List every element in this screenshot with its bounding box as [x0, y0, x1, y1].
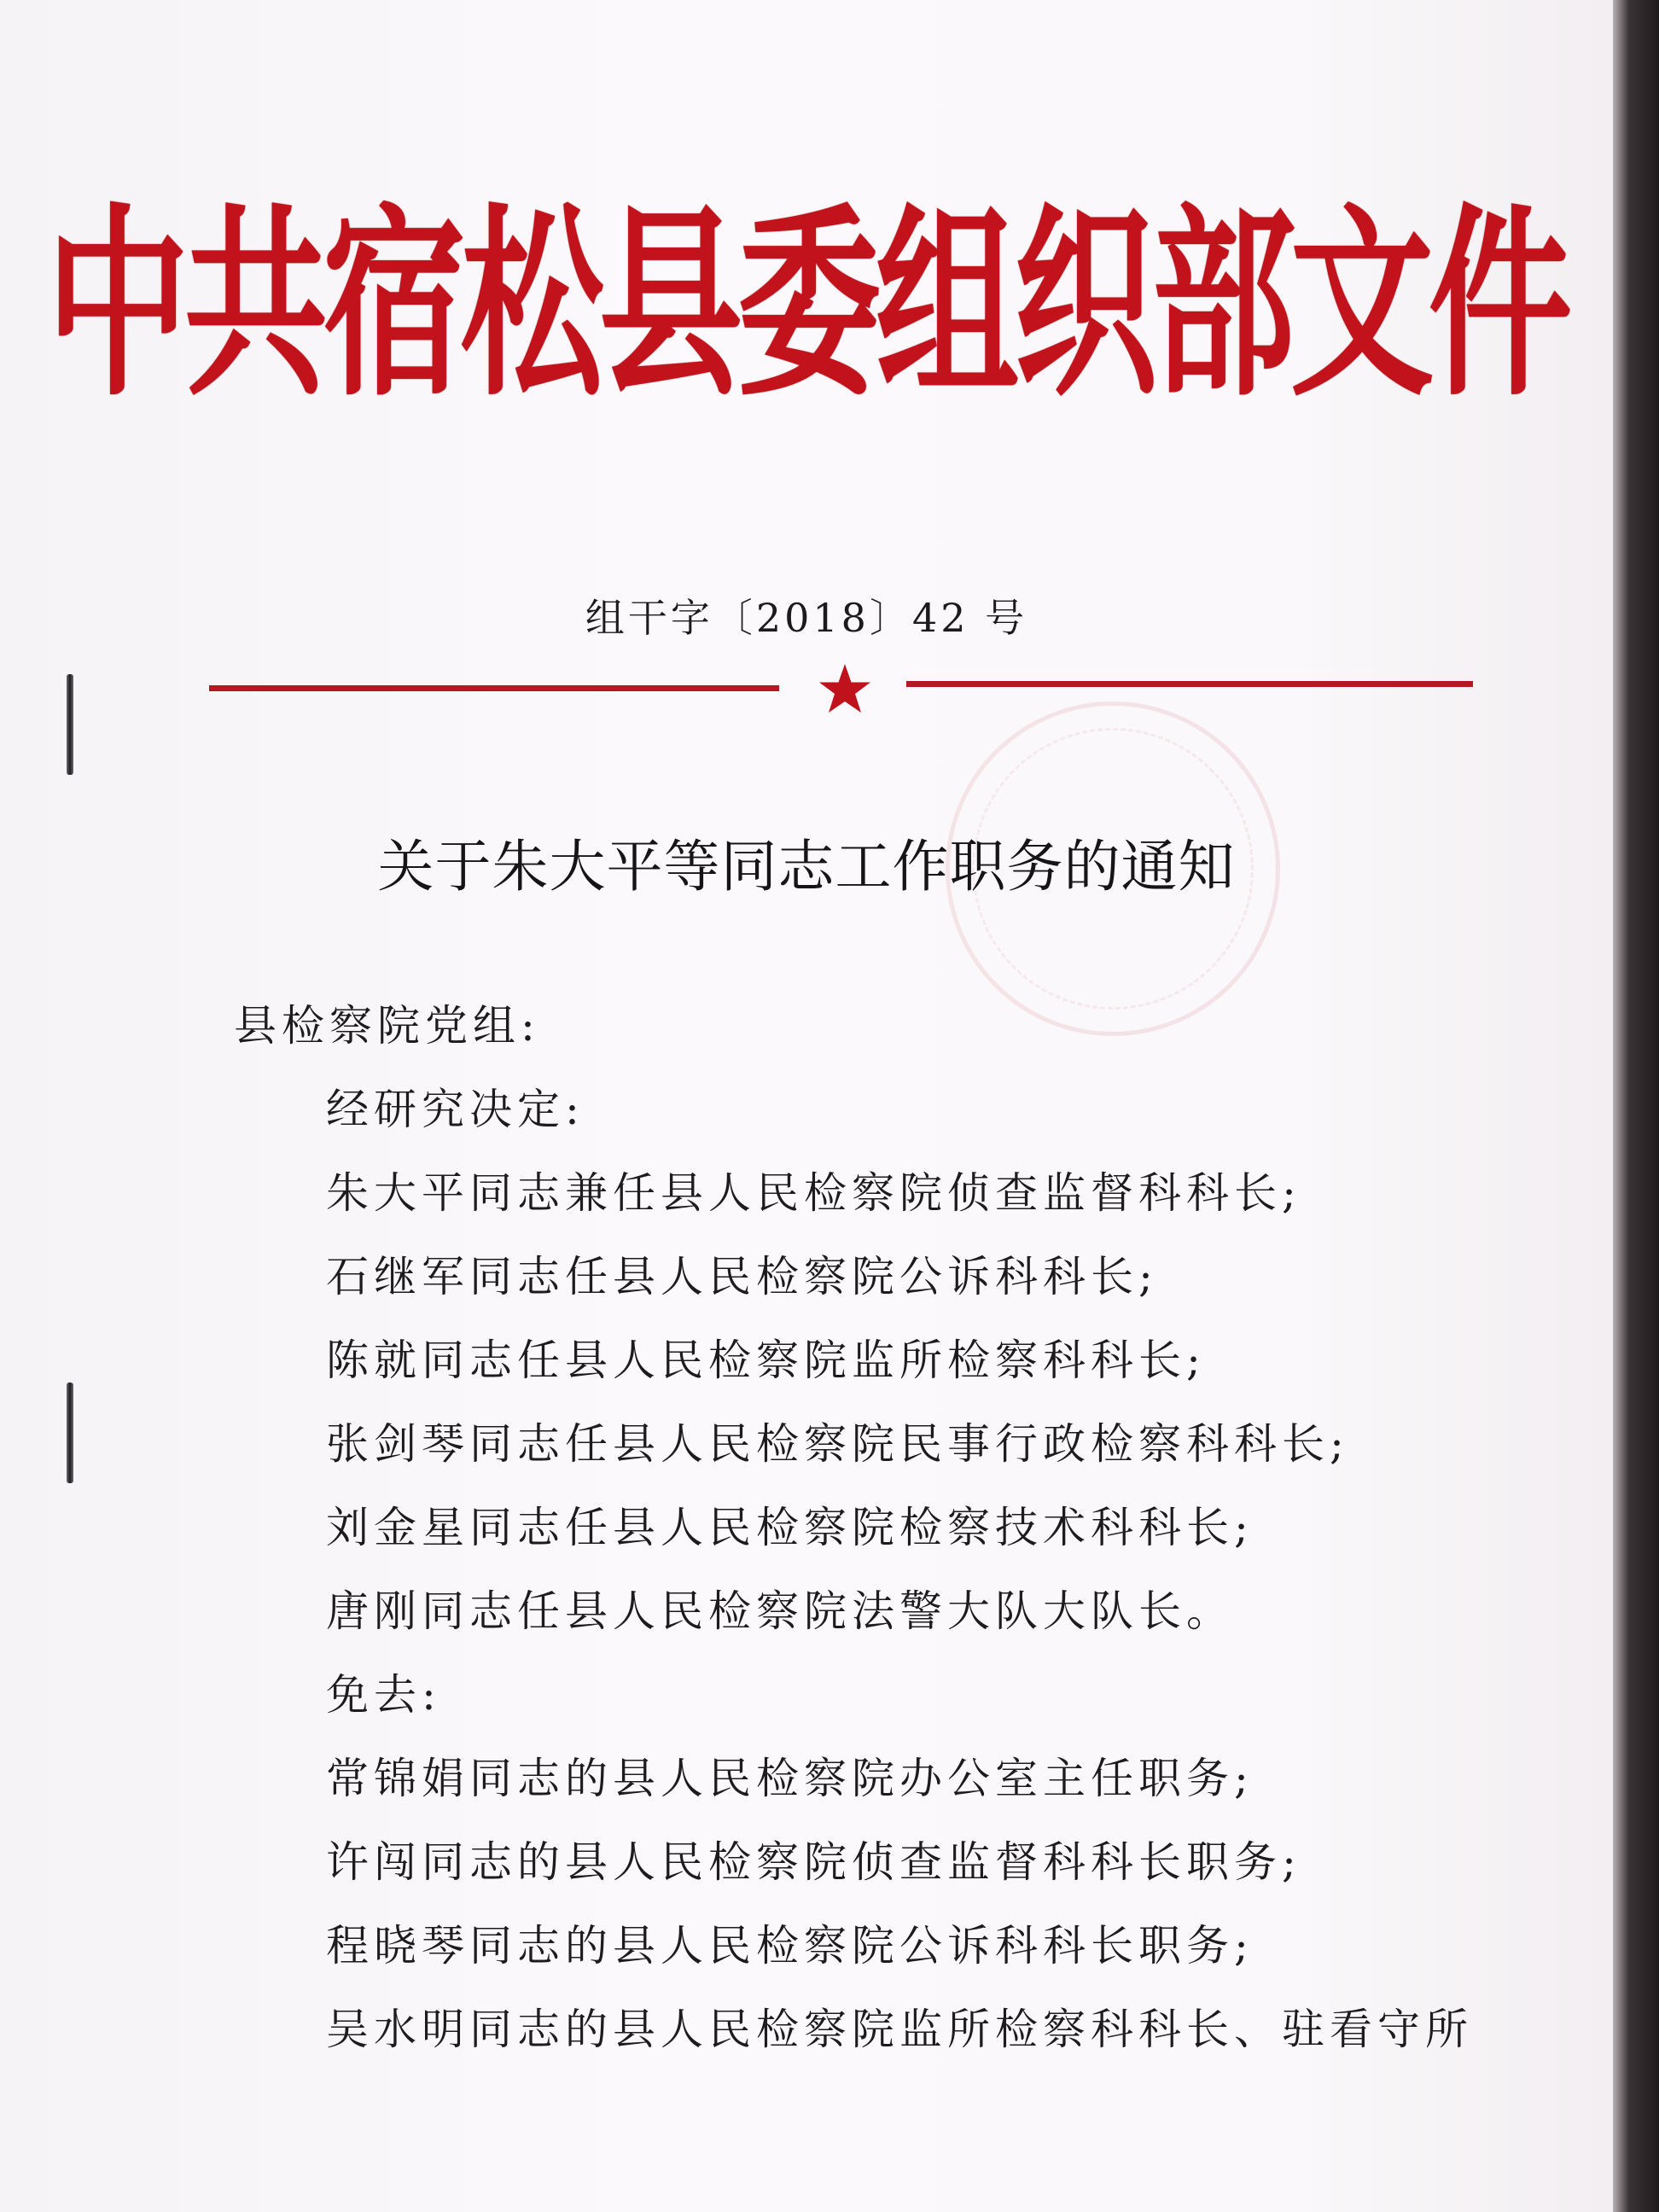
red-rule-right — [906, 681, 1473, 687]
salutation: 县检察院党组: — [234, 1001, 540, 1051]
body-line: 经研究决定: — [326, 1085, 585, 1134]
masthead-title: 中共宿松县委组织部文件 — [46, 186, 1567, 424]
body-line: 刘金星同志任县人民检察院检察技术科科长; — [326, 1503, 1254, 1552]
notice-title: 关于朱大平等同志工作职务的通知 — [377, 834, 1236, 899]
binding-staple — [67, 674, 73, 775]
body-line: 唐刚同志任县人民检察院法警大队大队长。 — [326, 1586, 1234, 1636]
body-line: 免去: — [326, 1670, 441, 1720]
binding-staple — [67, 1382, 73, 1483]
red-rule-left — [209, 685, 779, 691]
body-line: 朱大平同志兼任县人民检察院侦查监督科科长; — [326, 1168, 1301, 1218]
body-line: 石继军同志任县人民检察院公诉科科长; — [326, 1252, 1158, 1301]
body-line: 张剑琴同志任县人民检察院民事行政检察科科长; — [326, 1419, 1349, 1469]
body-line: 程晓琴同志的县人民检察院公诉科科长职务; — [326, 1921, 1254, 1970]
body-line: 陈就同志任县人民检察院监所检察科科长; — [326, 1336, 1206, 1385]
document-number: 组干字〔2018〕42 号 — [585, 595, 1028, 641]
body-line: 吴水明同志的县人民检察院监所检察科科长、驻看守所 — [326, 2005, 1473, 2054]
body-line: 常锦娟同志的县人民检察院办公室主任职务; — [326, 1754, 1254, 1803]
star-icon — [818, 662, 872, 717]
body-line: 许闯同志的县人民检察院侦查监督科科长职务; — [326, 1837, 1301, 1887]
photo-background-edge — [1613, 0, 1659, 2212]
